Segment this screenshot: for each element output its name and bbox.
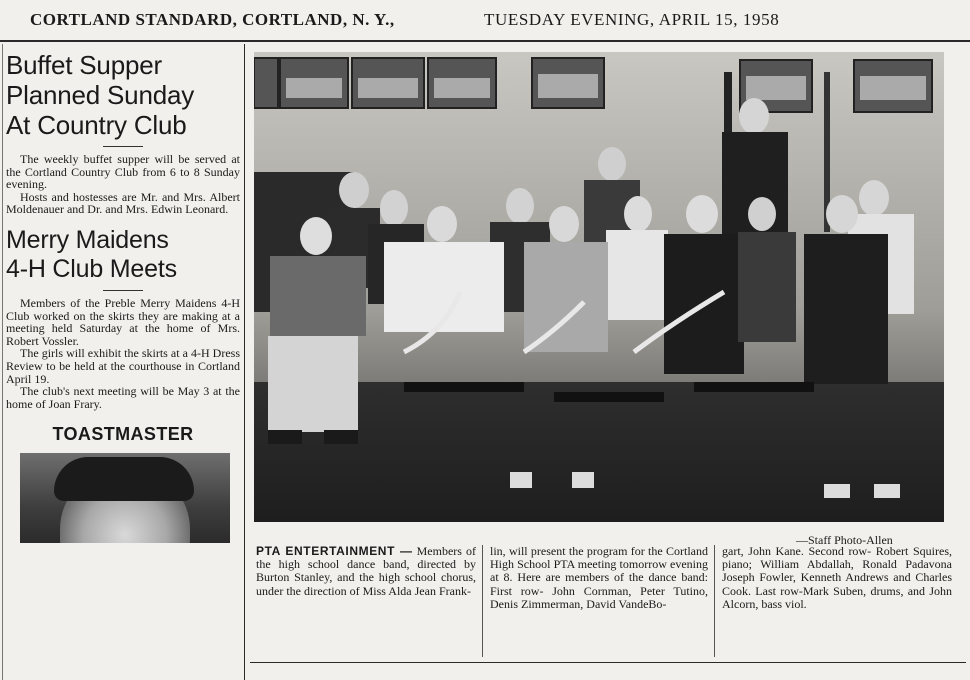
band-photo: [254, 52, 944, 522]
caption-text: gart, John Kane. Second row- Robert Squires, piano; William Abdallah, Ronald Padavona Joseph Fowler, Kenneth Andrews and Charles Cook. Last row-Mark Suben, drums, and John Alcorn, bass viol.: [722, 544, 952, 611]
toastmaster-portrait: [20, 453, 230, 543]
caption-text: lin, will present the program for the Cortland High School PTA meeting tomorrow evening at 8. Here are members of the dance band: First row- John Cornman, Peter Tutino, Denis Zimmerman, David VandeBo-: [490, 544, 708, 611]
divider: [103, 290, 143, 291]
paragraph: The club's next meeting will be May 3 at the home of Joan Frary.: [6, 384, 240, 411]
masthead-rule: [0, 40, 970, 42]
left-column: [6, 46, 240, 680]
paragraph: Hosts and hostesses are Mr. and Mrs. Albert Moldenauer and Dr. and Mrs. Edwin Leonard.: [6, 189, 240, 217]
divider: [103, 146, 143, 147]
paragraph: The girls will exhibit the skirts at a 4-H Dress Review to be held at the courthouse in Cortland April 19.: [6, 346, 240, 386]
headline-line: Buffet Supper: [6, 50, 162, 80]
band-photo-image: [254, 52, 944, 522]
masthead: [0, 0, 970, 40]
headline-line: Merry Maidens: [6, 225, 169, 254]
caption-headline: PTA ENTERTAINMENT —: [256, 544, 413, 558]
headline-line: Planned Sunday: [6, 80, 195, 110]
bottom-rule: [250, 662, 966, 663]
paragraph: Members of the Preble Merry Maidens 4-H Club worked on the skirts they are making at a meeting held Saturday at the home of Mrs. Robert Vossler.: [6, 295, 240, 348]
column-rule-left: [244, 44, 245, 680]
issue-date: TUESDAY EVENING, APRIL 15, 1958: [484, 10, 780, 29]
toastmaster-heading: TOASTMASTER: [52, 424, 194, 445]
headline-line: At Country Club: [6, 110, 187, 140]
caption-column-3: [722, 545, 952, 611]
portrait-hair: [54, 457, 194, 501]
maidens-article: [6, 297, 240, 410]
buffet-headline: [6, 50, 240, 140]
newspaper-name: CORTLAND STANDARD, CORTLAND, N. Y.,: [30, 10, 395, 29]
maidens-headline: [6, 226, 240, 284]
caption-col-rule-2: [714, 545, 715, 657]
paragraph: The weekly buffet supper will be served at the Cortland Country Club from 6 to 8 Sunday evening.: [6, 152, 240, 192]
caption-col-rule-1: [482, 545, 483, 657]
buffet-article: [6, 153, 240, 216]
headline-line: 4-H Club Meets: [6, 254, 177, 283]
caption-text: Members of the high school dance band, directed by Burton Stanley, and the high school chorus, under the direction of Miss Alda Jean Frank-: [256, 544, 476, 598]
photo-credit: —Staff Photo-Allen: [796, 533, 893, 547]
caption-column-2: [490, 545, 708, 611]
column-rule-edge: [2, 44, 3, 680]
caption-column-1: [256, 545, 476, 598]
